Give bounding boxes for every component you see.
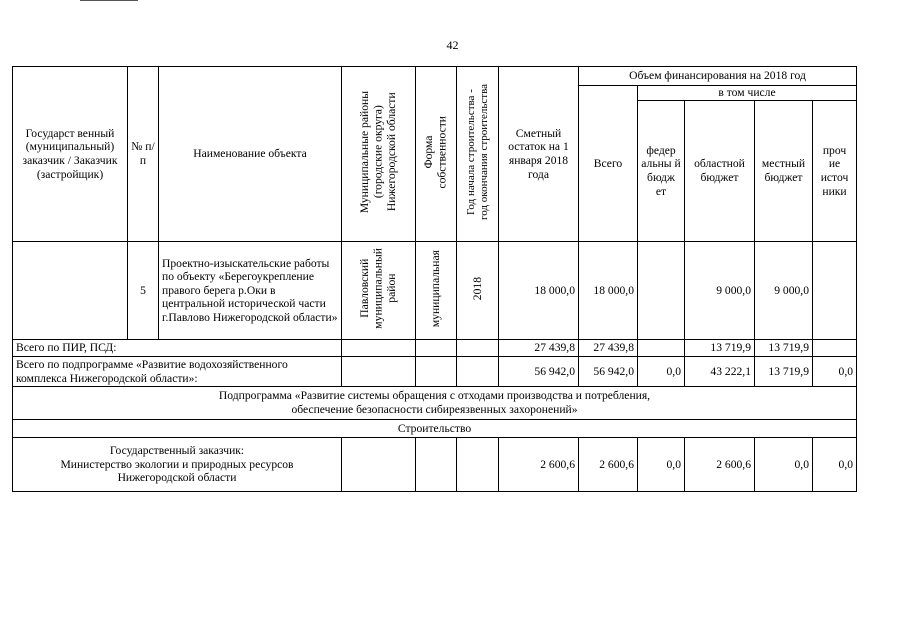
total-pir-total: 27 439,8 xyxy=(579,340,638,357)
row5-federal xyxy=(638,242,685,340)
total-pir-label: Всего по ПИР, ПСД: xyxy=(13,340,342,357)
total-subprogram-ownership xyxy=(416,357,457,387)
total-pir-regional: 13 719,9 xyxy=(685,340,755,357)
row5-num: 5 xyxy=(128,242,159,340)
state-customer-years xyxy=(457,438,499,492)
page-number: 42 xyxy=(446,38,459,52)
header-districts-line-2: (городские округа) xyxy=(371,105,385,199)
total-subprogram-regional: 43 222,1 xyxy=(685,357,755,387)
row5-district-text xyxy=(358,248,399,329)
total-pir-ownership xyxy=(416,340,457,357)
row5-local: 9 000,0 xyxy=(755,242,813,340)
state-customer-other: 0,0 xyxy=(813,438,857,492)
row5-district xyxy=(342,242,416,340)
row5-district-line-1: Павловский xyxy=(358,259,372,319)
total-subprogram-label: Всего по подпрограмме «Развитие водохозяйственного комплекса Нижегородской области»: xyxy=(13,357,342,387)
row5-name: Проектно-изыскательские работы по объекту «Берегоукрепление правого берега р.Оки в центральной исторической части г.Павлово Нижегородской области» xyxy=(159,242,342,340)
header-years-text xyxy=(465,84,491,220)
total-subprogram-total: 56 942,0 xyxy=(579,357,638,387)
row5-ownership xyxy=(416,242,457,340)
row5-total: 18 000,0 xyxy=(579,242,638,340)
header-local: местный бюджет xyxy=(755,101,813,242)
header-total: Всего xyxy=(579,86,638,242)
header-regional: областной бюджет xyxy=(685,101,755,242)
state-customer-ownership xyxy=(416,438,457,492)
header-balance: Сметный остаток на 1 января 2018 года xyxy=(499,67,579,242)
total-subprogram-years xyxy=(457,357,499,387)
construction-heading: Строительство xyxy=(13,420,857,438)
row5-regional: 9 000,0 xyxy=(685,242,755,340)
state-customer-label xyxy=(13,438,342,492)
top-rule xyxy=(80,0,138,1)
total-pir-district xyxy=(342,340,416,357)
row5-ownership-text: муниципальная xyxy=(429,250,443,328)
state-customer-line-2: Министерство экологии и природных ресурсов xyxy=(60,457,294,471)
row5-customer xyxy=(13,242,128,340)
row5-other xyxy=(813,242,857,340)
state-customer-regional: 2 600,6 xyxy=(685,438,755,492)
header-years xyxy=(457,67,499,242)
total-subprogram-federal: 0,0 xyxy=(638,357,685,387)
header-districts-text xyxy=(358,91,399,213)
row5-district-line-3: район xyxy=(385,274,399,304)
subprogram-title-line-1: Подпрограмма «Развитие системы обращения с отходами производства и потребления, xyxy=(218,389,651,403)
table-row xyxy=(13,387,857,420)
total-pir-years xyxy=(457,340,499,357)
header-years-line-1: Год начала строительства - xyxy=(464,89,477,216)
table-row xyxy=(13,340,857,357)
total-pir-federal xyxy=(638,340,685,357)
header-num: № п/п xyxy=(128,67,159,242)
header-years-line-2: год окончания строительства xyxy=(477,84,490,221)
table-row xyxy=(13,420,857,438)
total-pir-balance: 27 439,8 xyxy=(499,340,579,357)
header-financing: Объем финансирования на 2018 год xyxy=(579,67,857,86)
total-subprogram-other: 0,0 xyxy=(813,357,857,387)
header-federal: федер альны й бюдж ет xyxy=(638,101,685,242)
header-districts xyxy=(342,67,416,242)
financing-table xyxy=(12,66,857,492)
table-row xyxy=(13,357,857,387)
table-row xyxy=(13,438,857,492)
state-customer-district xyxy=(342,438,416,492)
row5-district-line-2: муниципальный xyxy=(371,248,385,330)
subprogram-title xyxy=(13,387,857,420)
header-object-name: Наименование объекта xyxy=(159,67,342,242)
total-subprogram-district xyxy=(342,357,416,387)
header-districts-line-3: Нижегородской области xyxy=(385,92,399,212)
row5-balance: 18 000,0 xyxy=(499,242,579,340)
table-row xyxy=(13,242,857,340)
header-including: в том числе xyxy=(638,86,857,101)
header-ownership-line-2: собственности xyxy=(436,115,449,189)
state-customer-line-3: Нижегородской области xyxy=(117,471,237,485)
header-other: проч ие источ ники xyxy=(813,101,857,242)
total-subprogram-local: 13 719,9 xyxy=(755,357,813,387)
row5-years-text: 2018 xyxy=(470,277,484,301)
total-pir-other xyxy=(813,340,857,357)
header-ownership-line-1: Форма xyxy=(422,135,436,169)
subprogram-title-line-2: обеспечение безопасности сибиреязвенных захоронений» xyxy=(291,403,578,416)
header-customer: Государст венный (муниципальный) заказчик / Заказчик (застройщик) xyxy=(13,67,128,242)
state-customer-federal: 0,0 xyxy=(638,438,685,492)
state-customer-balance: 2 600,6 xyxy=(499,438,579,492)
state-customer-local: 0,0 xyxy=(755,438,813,492)
header-districts-line-1: Муниципальные районы xyxy=(358,91,372,214)
header-ownership xyxy=(416,67,457,242)
state-customer-total: 2 600,6 xyxy=(579,438,638,492)
total-subprogram-balance: 56 942,0 xyxy=(499,357,579,387)
total-pir-local: 13 719,9 xyxy=(755,340,813,357)
state-customer-line-1: Государственный заказчик: xyxy=(109,444,245,458)
row5-years xyxy=(457,242,499,340)
header-ownership-text xyxy=(422,116,449,189)
